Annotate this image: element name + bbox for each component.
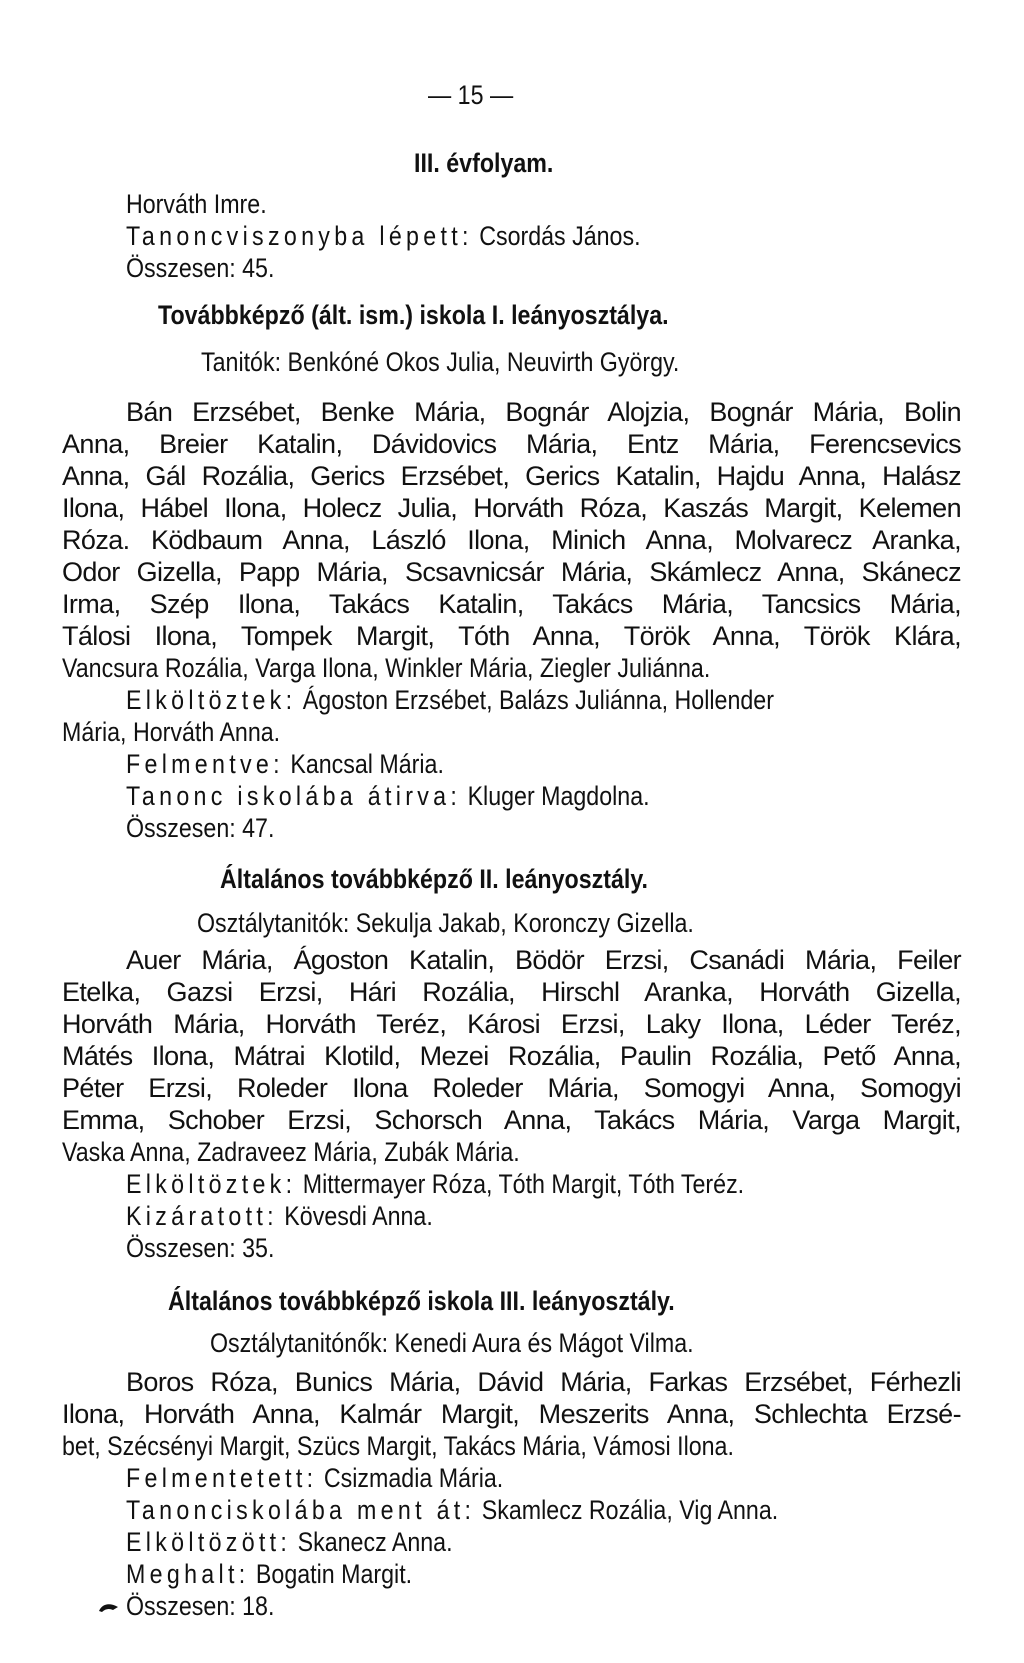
student-line: bet, Szécsényi Margit, Szücs Margit, Takács Mária, Vámosi Ilona.	[62, 1431, 734, 1461]
total-line: Összesen: 18.	[126, 1591, 275, 1621]
student-line: Mátés Ilona, Mátrai Klotild, Mezei Rozália, Paulin Rozália, Pető Anna,	[62, 1041, 961, 1071]
moved-value: Skanecz Anna.	[297, 1527, 453, 1557]
total-line: Összesen: 35.	[126, 1233, 275, 1263]
student-line: Ilona, Hábel Ilona, Holecz Julia, Horváth Róza, Kaszás Margit, Kelemen	[62, 493, 961, 523]
student-line: Horváth Mária, Horváth Teréz, Károsi Erzsi, Laky Ilona, Léder Teréz,	[62, 1009, 961, 1039]
student-line: Bán Erzsébet, Benke Mária, Bognár Alojzia, Bognár Mária, Bolin	[126, 397, 961, 427]
died-line	[126, 1557, 412, 1591]
transfer-value: Csordás János.	[479, 221, 641, 251]
student-line: Róza. Ködbaum Anna, László Ilona, Minich Anna, Molvarecz Aranka,	[62, 525, 961, 555]
moved-value: Mittermayer Róza, Tóth Margit, Tóth Teréz.	[302, 1169, 745, 1199]
moved-line	[126, 1525, 453, 1559]
transfer-line	[126, 779, 650, 813]
total-line: Összesen: 45.	[126, 253, 275, 283]
transfer-line	[126, 219, 641, 253]
transfer-label: Tanonc iskolába átirva:	[126, 781, 462, 811]
student-line: Péter Erzsi, Roleder Ilona Roleder Mária, Somogyi Anna, Somogyi	[62, 1073, 961, 1103]
exempt-value: Csizmadia Mária.	[323, 1463, 504, 1493]
student-line: Anna, Breier Katalin, Dávidovics Mária, Entz Mária, Ferencsevics	[62, 429, 961, 459]
student-line: Auer Mária, Ágoston Katalin, Bödör Erzsi, Csanádi Mária, Feiler	[126, 945, 961, 975]
student-line: Ilona, Horváth Anna, Kalmár Margit, Meszerits Anna, Schlechta Erzsé-	[62, 1399, 961, 1429]
transfer-line	[126, 1493, 778, 1527]
student-line: Vaska Anna, Zadraveez Mária, Zubák Mária.	[62, 1137, 520, 1167]
died-label: Meghalt:	[126, 1559, 250, 1589]
moved-value: Ágoston Erzsébet, Balázs Juliánna, Hollender	[302, 685, 774, 715]
page-number: — 15 —	[428, 80, 514, 110]
student-line: Anna, Gál Rozália, Gerics Erzsébet, Gerics Katalin, Hajdu Anna, Halász	[62, 461, 961, 491]
student-line: Vancsura Rozália, Varga Ilona, Winkler Mária, Ziegler Juliánna.	[62, 653, 711, 683]
student-line: Emma, Schober Erzsi, Schorsch Anna, Takács Mária, Varga Margit,	[62, 1105, 961, 1135]
transfer-value: Kluger Magdolna.	[467, 781, 650, 811]
died-value: Bogatin Margit.	[255, 1559, 413, 1589]
exempt-value: Kancsal Mária.	[290, 749, 444, 779]
teachers-line: Osztálytanitók: Sekulja Jakab, Koronczy Gizella.	[197, 908, 694, 938]
teachers-line: Tanitók: Benkóné Okos Julia, Neuvirth György.	[201, 347, 680, 377]
ink-mark-icon	[98, 1600, 120, 1612]
transfer-value: Skamlecz Rozália, Vig Anna.	[481, 1495, 779, 1525]
exempt-label: Felmentve:	[126, 749, 284, 779]
expelled-line	[126, 1199, 433, 1233]
transfer-label: Tanoncviszonyba lépett:	[126, 221, 473, 251]
moved-continuation: Mária, Horváth Anna.	[62, 717, 281, 747]
moved-label: Elköltöztek:	[126, 685, 297, 715]
total-line: Összesen: 47.	[126, 813, 275, 843]
student-line: Boros Róza, Bunics Mária, Dávid Mária, Farkas Erzsébet, Férhezli	[126, 1367, 961, 1397]
moved-line	[126, 1167, 744, 1201]
teachers-line: Osztálytanitónők: Kenedi Aura és Mágot Vilma.	[210, 1328, 694, 1358]
exempt-line	[126, 1461, 503, 1495]
name-line: Horváth Imre.	[126, 189, 267, 219]
moved-label: Elköltözött:	[126, 1527, 292, 1557]
student-line: Tálosi Ilona, Tompek Margit, Tóth Anna, Török Anna, Török Klára,	[62, 621, 961, 651]
student-line: Irma, Szép Ilona, Takács Katalin, Takács Mária, Tancsics Mária,	[62, 589, 961, 619]
section-heading: III. évfolyam.	[414, 148, 554, 178]
class-heading: Általános továbbképző iskola III. leányosztály.	[168, 1286, 675, 1316]
moved-label: Elköltöztek:	[126, 1169, 297, 1199]
moved-line	[126, 683, 774, 717]
student-line: Odor Gizella, Papp Mária, Scsavnicsár Mária, Skámlecz Anna, Skánecz	[62, 557, 961, 587]
expelled-value: Kövesdi Anna.	[284, 1201, 433, 1231]
exempt-line	[126, 747, 444, 781]
exempt-label: Felmentetett:	[126, 1463, 318, 1493]
class-heading: Általános továbbképző II. leányosztály.	[220, 864, 648, 894]
student-line: Etelka, Gazsi Erzsi, Hári Rozália, Hirschl Aranka, Horváth Gizella,	[62, 977, 961, 1007]
expelled-label: Kizáratott:	[126, 1201, 278, 1231]
transfer-label: Tanonciskolába ment át:	[126, 1495, 476, 1525]
class-heading: Továbbképző (ált. ism.) iskola I. leányosztálya.	[158, 300, 669, 330]
